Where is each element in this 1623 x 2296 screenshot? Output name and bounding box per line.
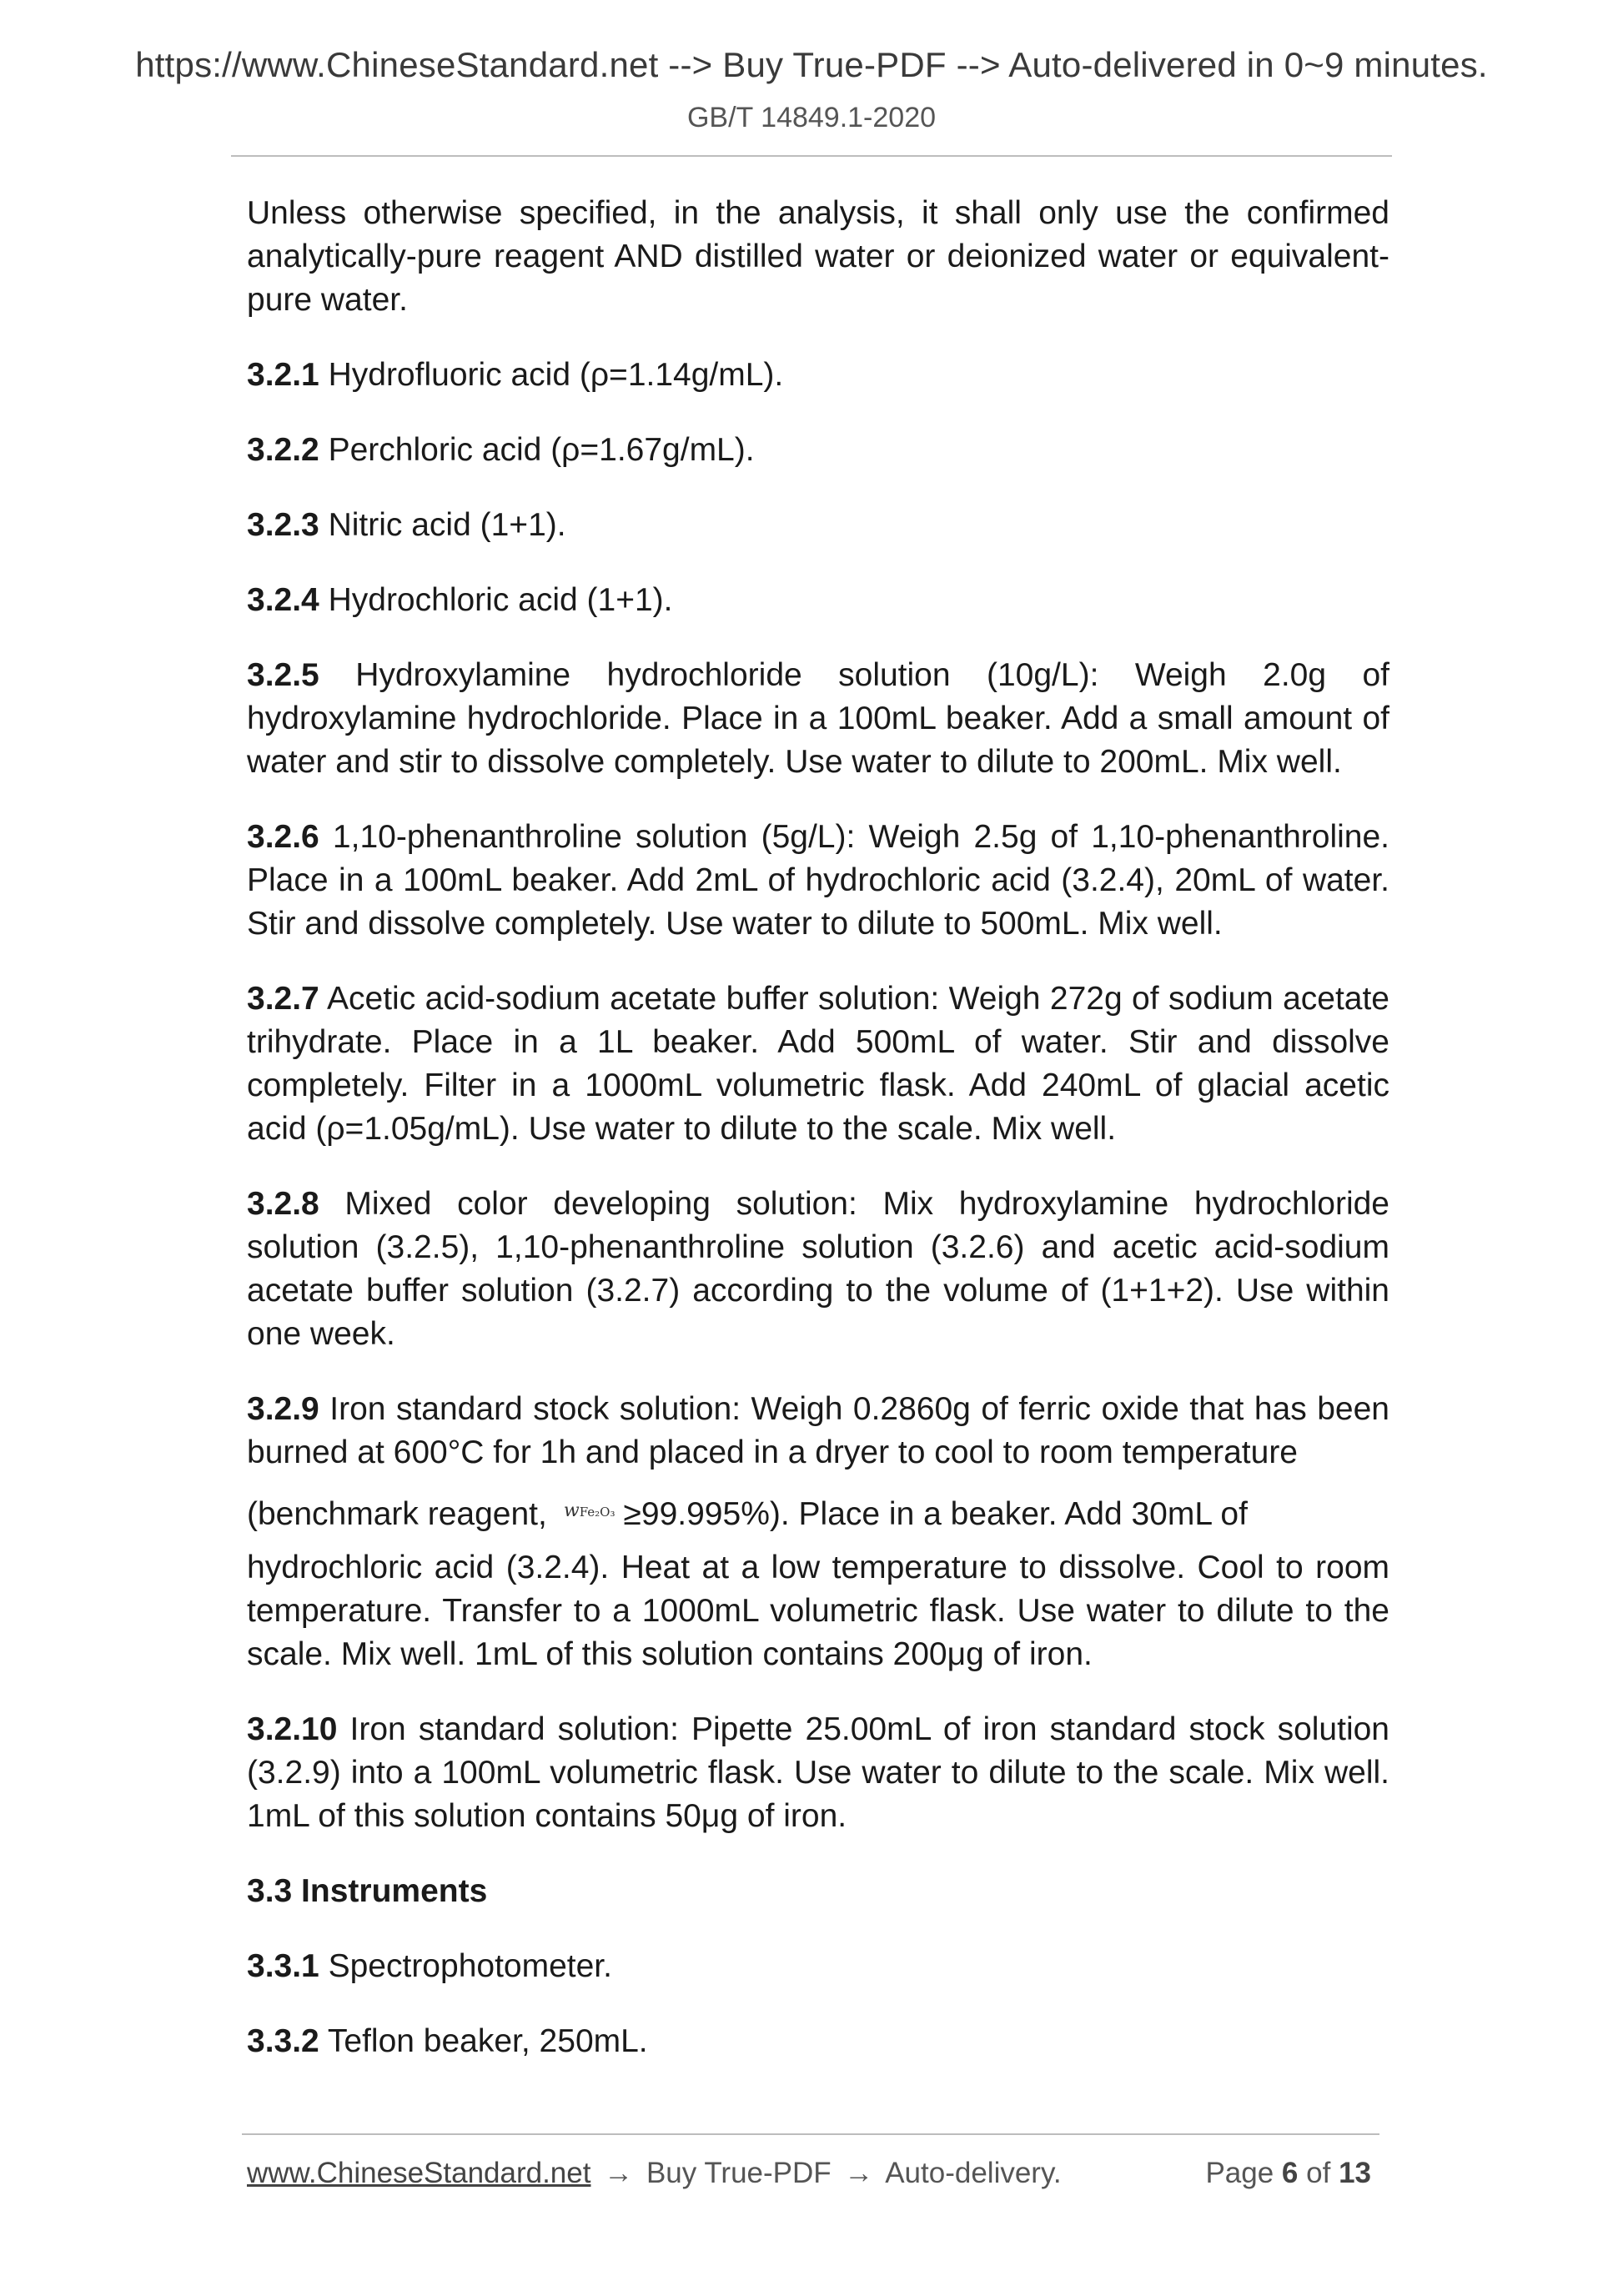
clause-text: ≥99.995%). Place in a beaker. Add 30mL of: [623, 1496, 1248, 1532]
clause-3-2-6: [247, 816, 1389, 946]
clause-number: 3.2.2: [247, 432, 319, 468]
page-indicator: Page 6 of 13: [1205, 2157, 1371, 2189]
reagent-list: [247, 354, 1389, 1356]
footer-site-link[interactable]: www.ChineseStandard.net: [247, 2157, 591, 2189]
clause-text: Iron standard stock solution: Weigh 0.2860g of ferric oxide that has been burned at 600°C for 1h and placed in a dryer to cool to room temperature: [247, 1391, 1389, 1470]
intro-paragraph: Unless otherwise specified, in the analysis, it shall only use the confirmed analytically-pure reagent AND distilled water or deionized water or equivalent-pure water.: [247, 195, 1389, 318]
clause-number: 3.3.2: [247, 2023, 319, 2059]
clause-number: 3.2.3: [247, 507, 319, 543]
clause-3-2-1: [247, 354, 1389, 397]
clause-text: Spectrophotometer.: [328, 1948, 612, 1984]
clause-3-3-1: [247, 1945, 1389, 1988]
document-body: [247, 192, 1389, 2095]
clause-number: 3.2.1: [247, 357, 319, 393]
clause-text: (benchmark reagent,: [247, 1496, 547, 1532]
clause-number: 3.2.8: [247, 1186, 319, 1222]
clause-text: Perchloric acid (ρ=1.67g/mL).: [328, 432, 755, 468]
arrow-right-icon: →: [604, 2157, 634, 2189]
section-heading-instruments: 3.3 Instruments: [247, 1873, 488, 1909]
footer-divider: [242, 2133, 1379, 2135]
clause-number: 3.2.9: [247, 1391, 319, 1427]
clause-3-2-2: [247, 429, 1389, 472]
clause-3-3-2: [247, 2020, 1389, 2063]
document-code: GB/T 14849.1-2020: [686, 102, 937, 133]
clause-text: Teflon beaker, 250mL.: [327, 2023, 648, 2059]
clause-3-2-9: [247, 1388, 1389, 1475]
clause-number: 3.2.10: [247, 1711, 338, 1747]
clause-text: Hydrochloric acid (1+1).: [328, 582, 673, 618]
clause-text: Hydroxylamine hydrochloride solution (10g/L): Weigh 2.0g of hydroxylamine hydrochloride. Place in a 100mL beaker. Add a small amount of water and stir to dissolve completely. Use water to dilute to 200mL. Mix well.: [247, 657, 1389, 780]
clause-3-2-7: [247, 977, 1389, 1151]
clause-number: 3.2.7: [247, 981, 319, 1017]
footer-auto-text: Auto-delivery.: [885, 2157, 1062, 2189]
clause-number: 3.2.4: [247, 582, 319, 618]
arrow-right-icon: →: [844, 2157, 874, 2189]
mass-fraction-symbol: wFe₂O₃: [563, 1500, 616, 1521]
clause-number: 3.2.6: [247, 819, 319, 855]
clause-3-2-9-continuation: hydrochloric acid (3.2.4). Heat at a low temperature to dissolve. Cool to room temperature. Transfer to a 1000mL volumetric flask. Use water to dilute to the scale. Mix well. 1mL of this solution contains 200μg of iron.: [247, 1550, 1389, 1672]
clause-text: 1,10-phenanthroline solution (5g/L): Weigh 2.5g of 1,10-phenanthroline. Place in a 100mL beaker. Add 2mL of hydrochloric acid (3.2.4), 20mL of water. Stir and dissolve completely. Use water to dilute to 500mL. Mix well.: [247, 819, 1389, 942]
page-footer: [247, 2157, 1389, 2190]
clause-3-2-5: [247, 654, 1389, 784]
clause-number: 3.2.5: [247, 657, 319, 693]
clause-text: Nitric acid (1+1).: [328, 507, 566, 543]
clause-text: Mixed color developing solution: Mix hydroxylamine hydrochloride solution (3.2.5), 1,10-phenanthroline solution (3.2.6) and acetic acid-sodium acetate buffer solution (3.2.7) according to the volume of (1+1+2). Use within one week.: [247, 1186, 1389, 1352]
clause-text: Iron standard solution: Pipette 25.00mL of iron standard stock solution (3.2.9) into a 100mL volumetric flask. Use water to dilute to the scale. Mix well. 1mL of this solution contains 50μg of iron.: [247, 1711, 1390, 1834]
current-page: 6: [1281, 2157, 1299, 2189]
clause-3-2-9-formula-line: [247, 1490, 1389, 1536]
top-banner[interactable]: https://www.ChineseStandard.net --> Buy True-PDF --> Auto-delivered in 0~9 minutes.: [135, 45, 1488, 84]
clause-3-2-4: [247, 579, 1389, 622]
clause-number: 3.3.1: [247, 1948, 319, 1984]
total-pages: 13: [1339, 2157, 1371, 2189]
clause-3-2-8: [247, 1183, 1389, 1356]
footer-buy-text: Buy True-PDF: [646, 2157, 832, 2189]
clause-3-2-10: [247, 1708, 1389, 1838]
clause-text: Acetic acid-sodium acetate buffer solution: Weigh 272g of sodium acetate trihydrate. Place in a 1L beaker. Add 500mL of water. Stir and dissolve completely. Filter in a 1000mL volumetric flask. Add 240mL of glacial acetic acid (ρ=1.05g/mL). Use water to dilute to the scale. Mix well.: [247, 981, 1390, 1147]
header-divider: [231, 155, 1392, 157]
clause-text: Hydrofluoric acid (ρ=1.14g/mL).: [328, 357, 784, 393]
clause-3-2-3: [247, 504, 1389, 547]
